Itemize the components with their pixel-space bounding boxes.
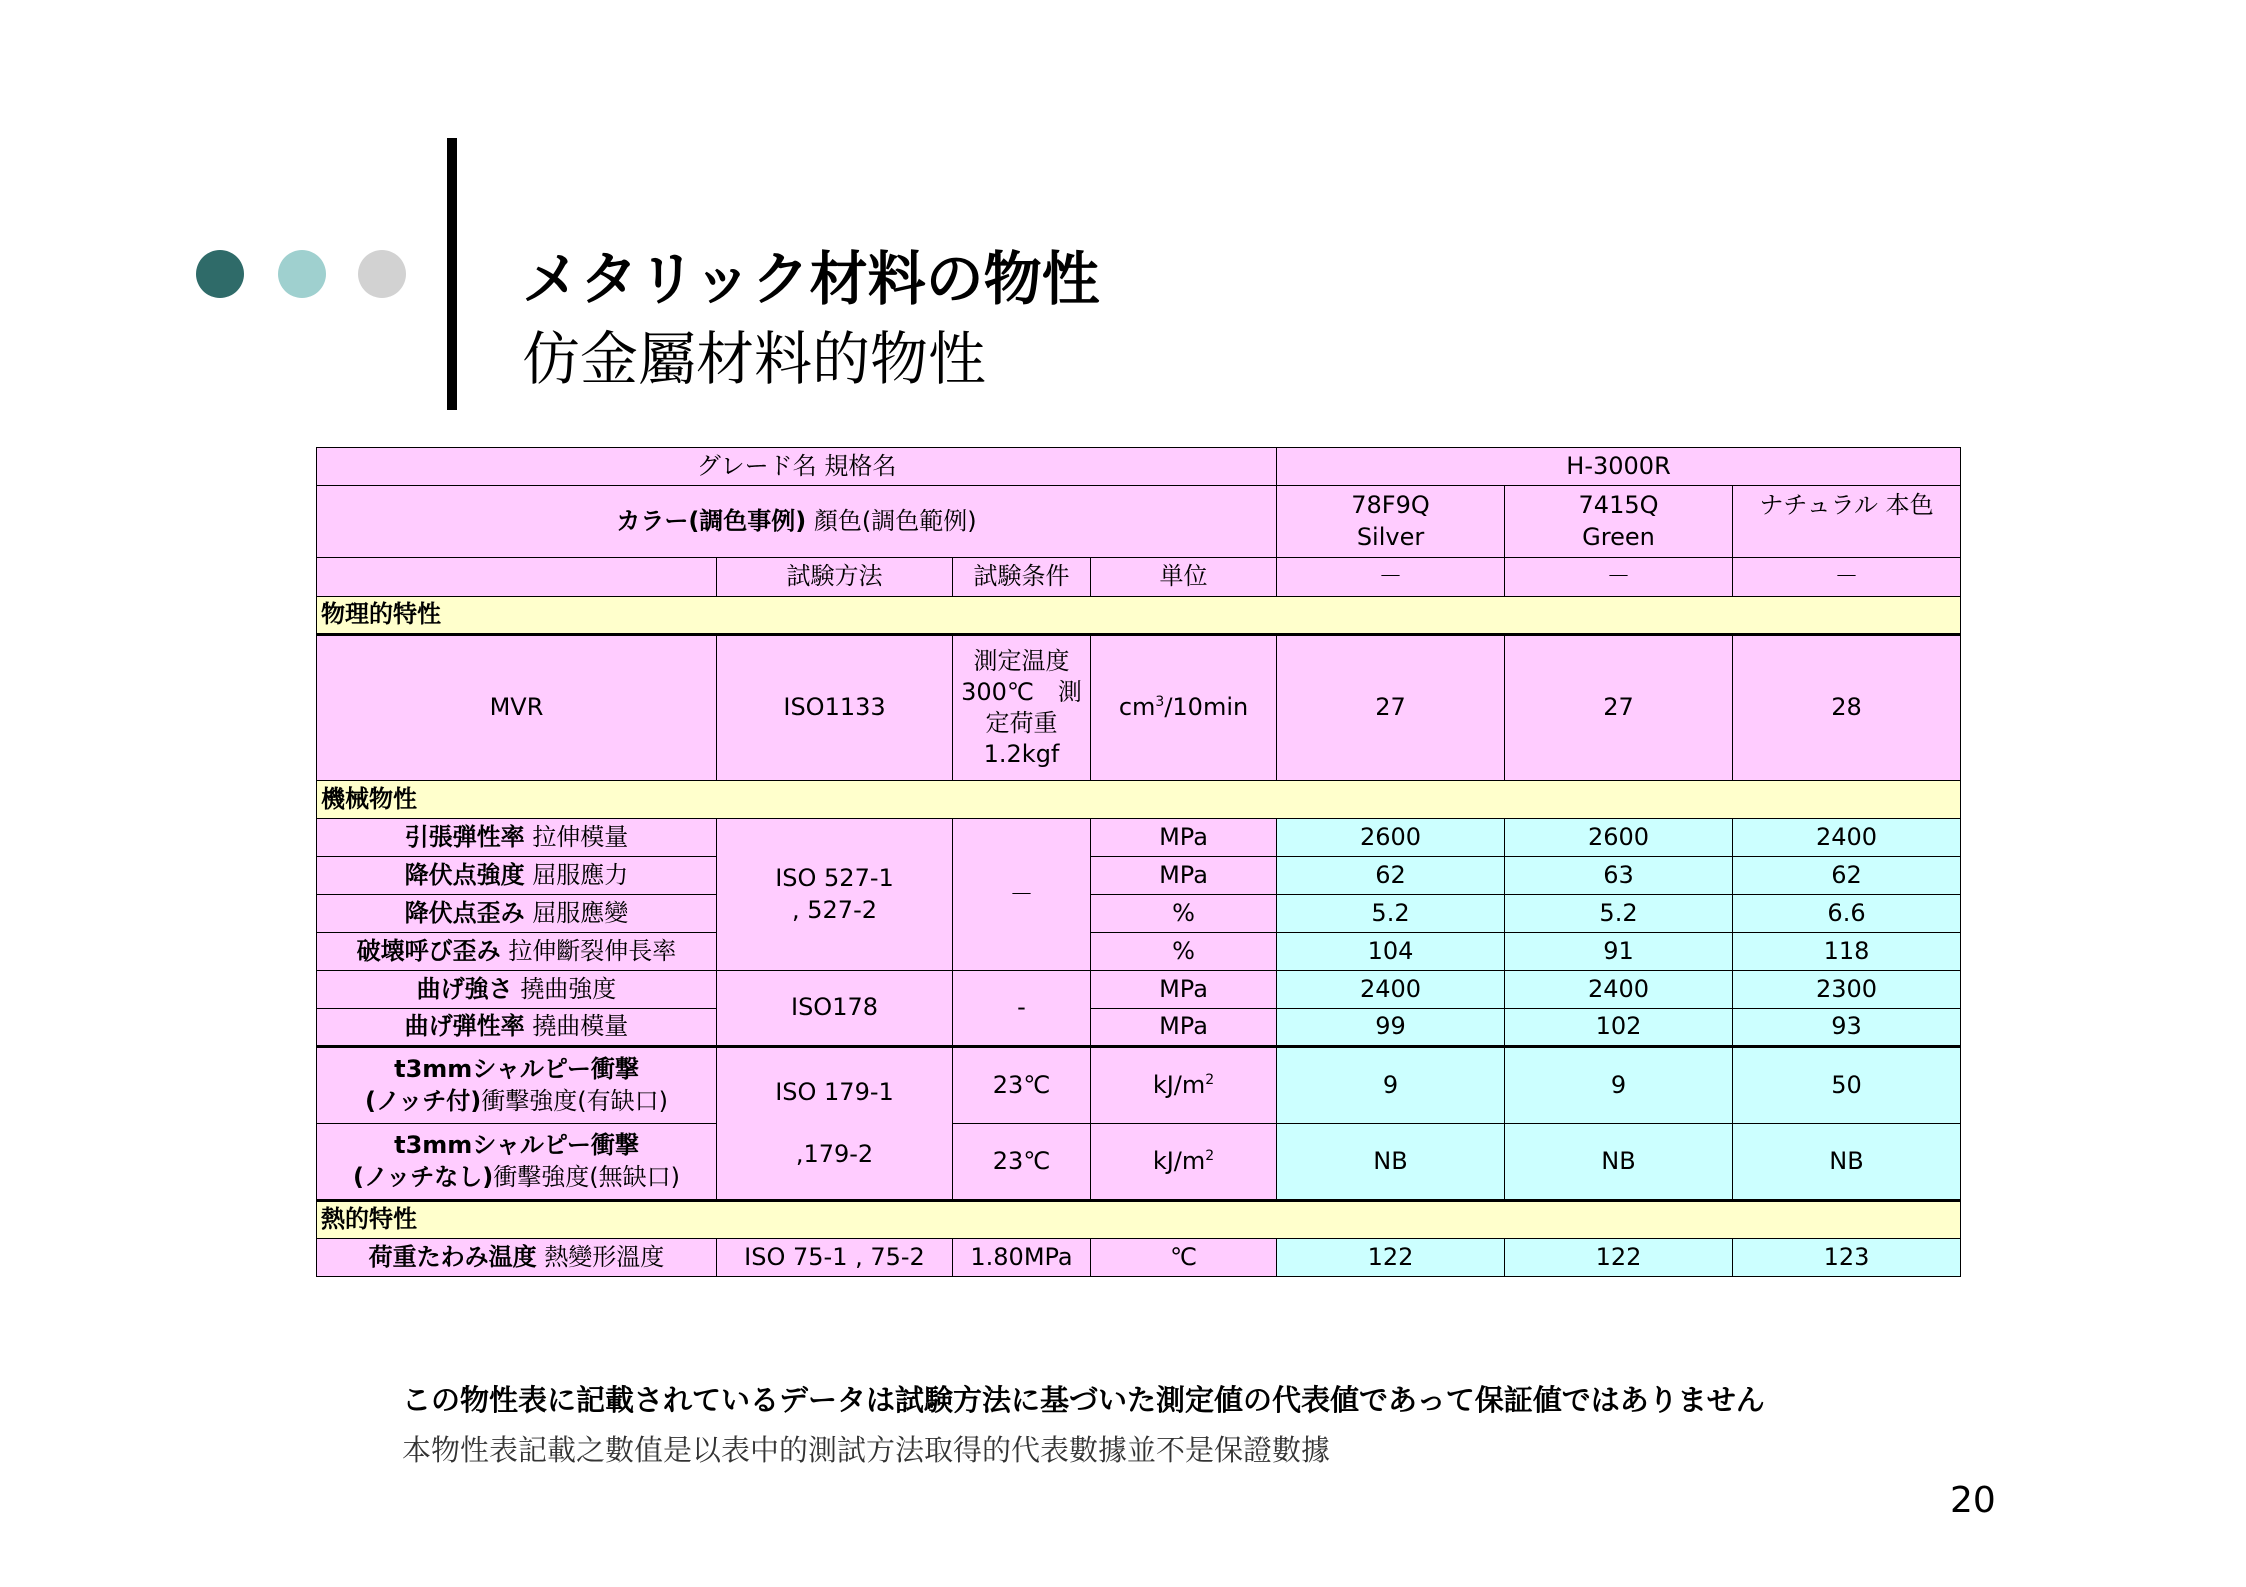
disclaimer-jp: この物性表に記載されているデータは試験方法に基づいた測定値の代表値であって保証値ではありません — [402, 1383, 1765, 1417]
decor-dot-teal — [278, 250, 326, 298]
section-row — [317, 597, 1961, 635]
hdt-condition: 1.80MPa — [953, 1239, 1091, 1277]
value: 9 — [1505, 1047, 1733, 1124]
column-header-row — [317, 558, 1961, 597]
mvr-method: ISO1133 — [717, 635, 953, 781]
tensile-condition: － — [953, 819, 1091, 971]
decor-dot-gray — [358, 250, 406, 298]
mvr-value: 27 — [1277, 635, 1505, 781]
page-title-cn: 仿金屬材料的物性 — [522, 325, 987, 393]
property-name: t3mmシャルピー衝撃 (ノッチ付)衝擊強度(有缺口) — [317, 1047, 717, 1124]
mvr-row — [317, 635, 1961, 781]
condition: 23℃ — [953, 1124, 1091, 1201]
value: NB — [1277, 1124, 1505, 1201]
unit: $kJ/m^2$ — [1091, 1047, 1277, 1124]
table-row — [317, 819, 1961, 857]
value: 2400 — [1505, 971, 1733, 1009]
unit: MPa — [1091, 971, 1277, 1009]
mvr-value: 27 — [1505, 635, 1733, 781]
value: 62 — [1277, 857, 1505, 895]
color-1: 78F9Q Silver — [1277, 486, 1505, 558]
value: 2400 — [1277, 971, 1505, 1009]
page-number: 20 — [1950, 1480, 1996, 1521]
header-unit: 単位 — [1091, 558, 1277, 597]
table-row — [317, 857, 1961, 895]
property-name: 破壊呼び歪み 拉伸斷裂伸長率 — [317, 933, 717, 971]
unit: $kJ/m^2$ — [1091, 1124, 1277, 1201]
decor-dot-dark — [196, 250, 244, 298]
header-dash: － — [1505, 558, 1733, 597]
value: 2600 — [1505, 819, 1733, 857]
table-row — [317, 1124, 1961, 1201]
property-name: 荷重たわみ温度 熱變形溫度 — [317, 1239, 717, 1277]
table-row — [317, 895, 1961, 933]
property-name: 降伏点強度 屈服應力 — [317, 857, 717, 895]
flex-method: ISO178 — [717, 971, 953, 1047]
color-label: カラー(調色事例) 顏色(調色範例) — [317, 486, 1277, 558]
value: NB — [1505, 1124, 1733, 1201]
grade-value: H-3000R — [1277, 448, 1961, 486]
value: 99 — [1277, 1009, 1505, 1047]
section-mechanical: 機械物性 — [317, 781, 1961, 819]
header-blank — [317, 558, 717, 597]
table-row — [317, 1047, 1961, 1124]
properties-table — [316, 447, 1961, 1277]
unit: MPa — [1091, 857, 1277, 895]
header-dash: － — [1277, 558, 1505, 597]
value: 102 — [1505, 1009, 1733, 1047]
value: 62 — [1733, 857, 1961, 895]
title-divider — [447, 138, 457, 410]
impact-method: ISO 179-1 ,179-2 — [717, 1047, 953, 1201]
table-row — [317, 1009, 1961, 1047]
property-name: t3mmシャルピー衝撃 (ノッチなし)衝擊強度(無缺口) — [317, 1124, 717, 1201]
value: 9 — [1277, 1047, 1505, 1124]
color-3: ナチュラル 本色 — [1733, 486, 1961, 558]
page-title-jp: メタリック材料の物性 — [522, 245, 1100, 313]
disclaimer-cn: 本物性表記載之數值是以表中的測試方法取得的代表數據並不是保證數據 — [402, 1433, 1331, 1467]
mvr-value: 28 — [1733, 635, 1961, 781]
value: 2400 — [1733, 819, 1961, 857]
header-dash: － — [1733, 558, 1961, 597]
mvr-name: MVR — [317, 635, 717, 781]
value: 5.2 — [1277, 895, 1505, 933]
value: 2600 — [1277, 819, 1505, 857]
value: 5.2 — [1505, 895, 1733, 933]
unit: MPa — [1091, 1009, 1277, 1047]
property-name: 曲げ弾性率 撓曲模量 — [317, 1009, 717, 1047]
value: 6.6 — [1733, 895, 1961, 933]
value: 122 — [1277, 1239, 1505, 1277]
hdt-method: ISO 75-1 , 75-2 — [717, 1239, 953, 1277]
color-row — [317, 486, 1961, 558]
unit: % — [1091, 895, 1277, 933]
value: 63 — [1505, 857, 1733, 895]
property-name: 曲げ強さ 撓曲強度 — [317, 971, 717, 1009]
tensile-method: ISO 527-1 , 527-2 — [717, 819, 953, 971]
value: 2300 — [1733, 971, 1961, 1009]
property-name: 降伏点歪み 屈服應變 — [317, 895, 717, 933]
section-row — [317, 781, 1961, 819]
value: 91 — [1505, 933, 1733, 971]
value: 93 — [1733, 1009, 1961, 1047]
value: 118 — [1733, 933, 1961, 971]
value: 104 — [1277, 933, 1505, 971]
unit: % — [1091, 933, 1277, 971]
flex-condition: - — [953, 971, 1091, 1047]
property-name: 引張弾性率 拉伸模量 — [317, 819, 717, 857]
section-physical: 物理的特性 — [317, 597, 1961, 635]
value: NB — [1733, 1124, 1961, 1201]
mvr-condition: 測定温度 300℃ 測 定荷重 1.2kgf — [953, 635, 1091, 781]
section-thermal: 熱的特性 — [317, 1201, 1961, 1239]
table-row — [317, 933, 1961, 971]
table-row — [317, 1239, 1961, 1277]
table-row — [317, 971, 1961, 1009]
value: 123 — [1733, 1239, 1961, 1277]
grade-label: グレード名 規格名 — [317, 448, 1277, 486]
section-row — [317, 1201, 1961, 1239]
grade-row — [317, 448, 1961, 486]
mvr-unit: $cm^3/10\min$ — [1091, 635, 1277, 781]
unit: ℃ — [1091, 1239, 1277, 1277]
color-2: 7415Q Green — [1505, 486, 1733, 558]
header-method: 試験方法 — [717, 558, 953, 597]
condition: 23℃ — [953, 1047, 1091, 1124]
value: 122 — [1505, 1239, 1733, 1277]
header-condition: 試験条件 — [953, 558, 1091, 597]
value: 50 — [1733, 1047, 1961, 1124]
unit: MPa — [1091, 819, 1277, 857]
